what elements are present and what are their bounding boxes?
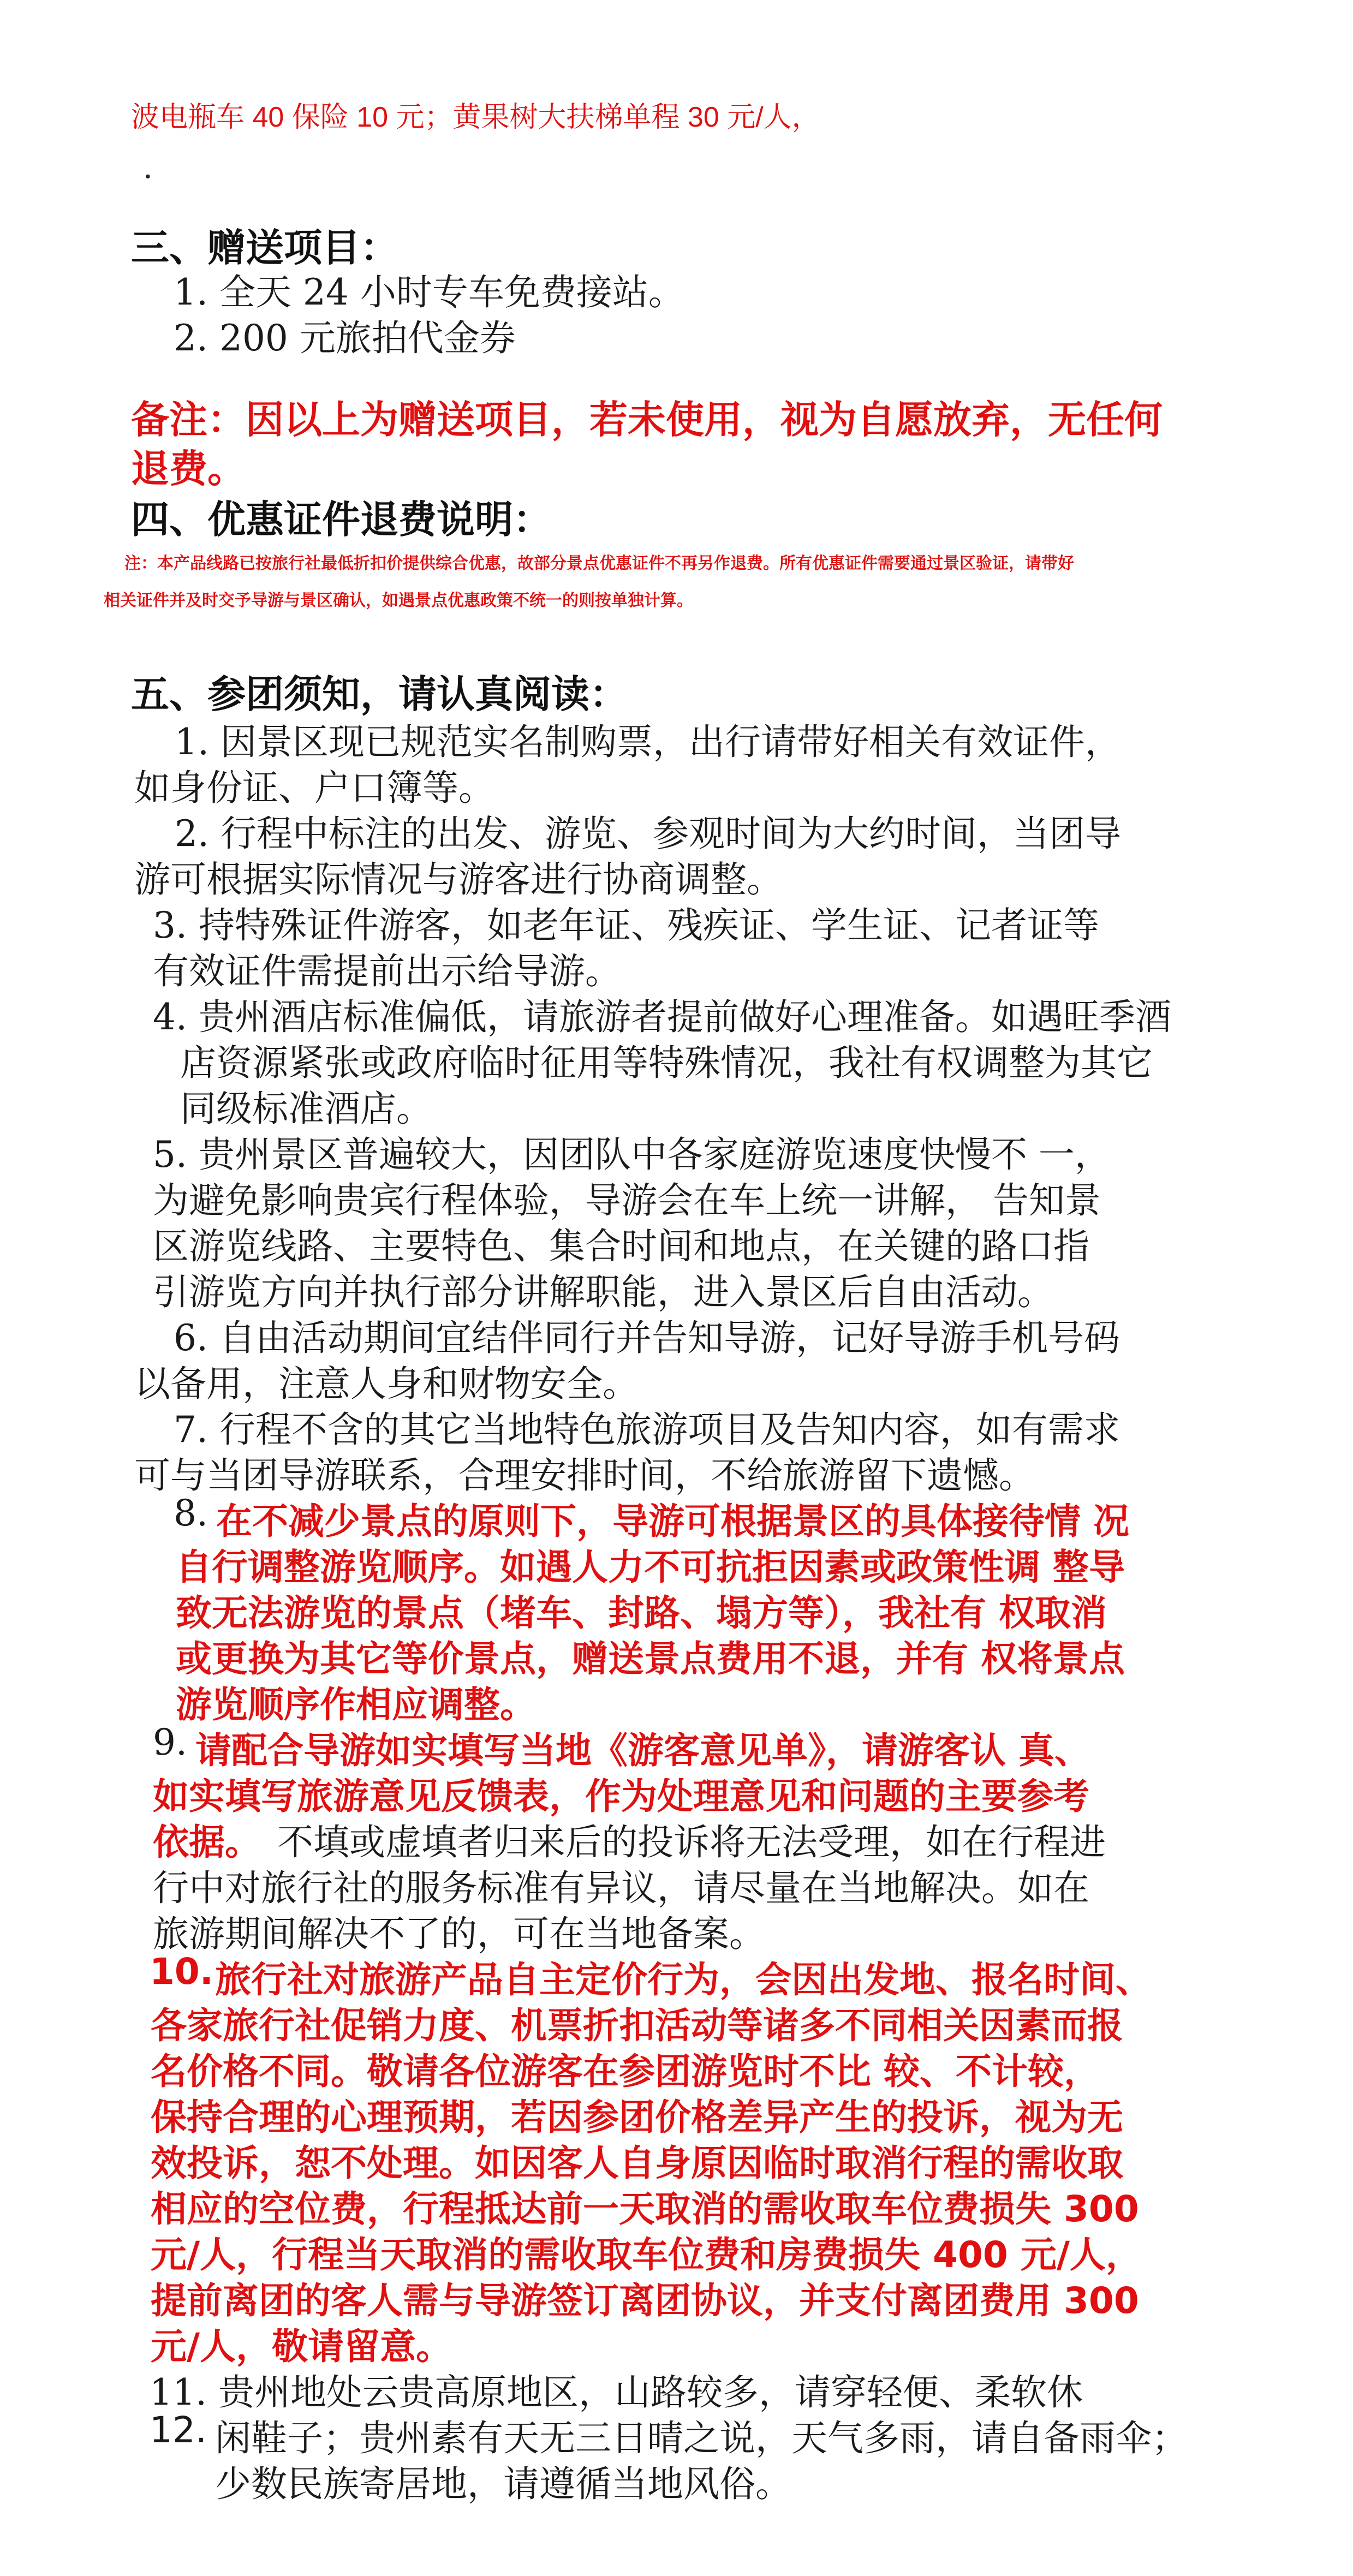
item11-line: 11. 贵州地处云贵高原地区，山路较多，请穿轻便、柔软休 — [150, 2371, 1083, 2413]
item10-line-3: 名价格不同。敬请各位游客在参团游览时不比 较、不计较， — [151, 2050, 1100, 2092]
item10-line-4: 保持合理的心理预期，若因参团价格差异产生的投诉，视为无 — [151, 2096, 1123, 2138]
item1-line-2: 如身份证、户口簿等。 — [134, 767, 494, 809]
section3-remark-line-1: 备注：因以上为赠送项目，若未使用，视为自愿放弃，无任何 — [131, 397, 1163, 442]
item4-line-2: 店资源紧张或政府临时征用等特殊情况，我社有权调整为其它 — [180, 1042, 1153, 1084]
item2-line-1: 2. 行程中标注的出发、游览、参观时间为大约时间，当团导 — [175, 813, 1121, 855]
item9-red-line-3: 依据。 — [153, 1821, 261, 1863]
item10-line-7: 元/人，行程当天取消的需收取车位费和房费损失 400 元/人， — [151, 2234, 1142, 2276]
item8-line-2: 自行调整游览顺序。如遇人力不可抗拒因素或政策性调 整导 — [176, 1546, 1125, 1588]
item10-line-5: 效投诉，恕不处理。如因客人自身原因临时取消行程的需收取 — [151, 2142, 1123, 2184]
item8-line-5: 游览顺序作相应调整。 — [176, 1684, 536, 1726]
item5-line-1: 5. 贵州景区普遍较大，因团队中各家庭游览速度快慢不 一， — [153, 1134, 1111, 1176]
section3-title: 三、赠送项目： — [131, 225, 398, 270]
item10-line-1: 旅行社对旅游产品自主定价行为，会因出发地、报名时间、 — [215, 1959, 1152, 2001]
item10-line-8: 提前离团的客人需与导游签订离团协议，并支付离团费用 300 — [151, 2280, 1139, 2322]
item1-line-1: 1. 因景区现已规范实名制购票，出行请带好相关有效证件， — [175, 721, 1121, 763]
item8-line-3: 致无法游览的景点（堵车、封路、塌方等），我社有 权取消 — [176, 1592, 1107, 1634]
item4-line-1: 4. 贵州酒店标准偏低，请旅游者提前做好心理准备。如遇旺季酒 — [153, 996, 1171, 1038]
item8-line-4: 或更换为其它等价景点，赠送景点费用不退，并有 权将景点 — [176, 1638, 1125, 1680]
item10-number: 10. — [150, 1951, 213, 1993]
item7-line-1: 7. 行程不含的其它当地特色旅游项目及告知内容，如有需求 — [174, 1409, 1120, 1451]
item9-red-line-1: 请配合导游如实填写当地《游客意见单》，请游客认 真、 — [195, 1730, 1090, 1772]
item8-number: 8. — [174, 1492, 208, 1534]
item12-line-1: 闲鞋子；贵州素有天无三日晴之说，天气多雨，请自备雨伞； — [215, 2417, 1188, 2459]
item6-line-1: 6. 自由活动期间宜结伴同行并告知导游，记好导游手机号码 — [174, 1317, 1120, 1359]
section3-remark-line-2: 退费。 — [131, 446, 246, 491]
item8-line-1: 在不减少景点的原则下，导游可根据景区的具体接待情 况 — [216, 1500, 1129, 1542]
item2-line-2: 游可根据实际情况与游客进行协商调整。 — [134, 858, 783, 901]
section4-title: 四、优惠证件退费说明： — [131, 497, 551, 542]
item7-line-2: 可与当团导游联系，合理安排时间，不给旅游留下遗憾。 — [134, 1454, 1035, 1496]
section4-note-line-1: 注：本产品线路已按旅行社最低折扣价提供综合优惠，故部分景点优惠证件不再另作退费。所有优惠证件需要通过景区验证，请带好 — [124, 554, 1074, 573]
item10-line-9: 元/人，敬请留意。 — [151, 2325, 452, 2368]
item10-line-2: 各家旅行社促销力度、机票折扣活动等诸多不同相关因素而报 — [151, 2005, 1123, 2047]
item6-line-2: 以备用，注意人身和财物安全。 — [134, 1363, 639, 1405]
item12-number: 12. — [150, 2409, 207, 2451]
item5-line-2: 为避免影响贵宾行程体验，导游会在车上统一讲解， 告知景 — [153, 1179, 1101, 1221]
item9-plain-line-2: 旅游期间解决不了的，可在当地备案。 — [153, 1913, 765, 1955]
item9-number: 9. — [153, 1721, 187, 1763]
section4-note-line-2: 相关证件并及时交予导游与景区确认，如遇景点优惠政策不统一的则按单独计算。 — [104, 591, 693, 610]
section3-item-2: 2. 200 元旅拍代金券 — [174, 317, 516, 359]
item4-line-3: 同级标准酒店。 — [180, 1088, 432, 1130]
item10-line-6: 相应的空位费，行程抵达前一天取消的需收取车位费损失 300 — [151, 2188, 1139, 2230]
item9-plain-tail: 不填或虚填者归来后的投诉将无法受理，如在行程进 — [277, 1821, 1106, 1863]
item9-plain-line-1: 行中对旅行社的服务标准有异议，请尽量在当地解决。如在 — [153, 1867, 1089, 1909]
section5-title: 五、参团须知，请认真阅读： — [131, 672, 628, 717]
item3-line-2: 有效证件需提前出示给导游。 — [153, 950, 621, 992]
section3-item-1: 1. 全天 24 小时专车免费接站。 — [174, 271, 684, 313]
item12-line-2: 少数民族寄居地，请遵循当地风俗。 — [215, 2463, 791, 2505]
item3-line-1: 3. 持特殊证件游客，如老年证、残疾证、学生证、记者证等 — [153, 904, 1099, 946]
item5-line-4: 引游览方向并执行部分讲解职能，进入景区后自由活动。 — [153, 1271, 1053, 1313]
item5-line-3: 区游览线路、主要特色、集合时间和地点，在关键的路口指 — [153, 1225, 1089, 1267]
item9-red-line-2: 如实填写旅游意见反馈表，作为处理意见和问题的主要参考 — [153, 1775, 1089, 1817]
stray-dot: . — [143, 150, 153, 186]
top-note: 波电瓶车 40 保险 10 元；黄果树大扶梯单程 30 元/人， — [131, 102, 820, 133]
